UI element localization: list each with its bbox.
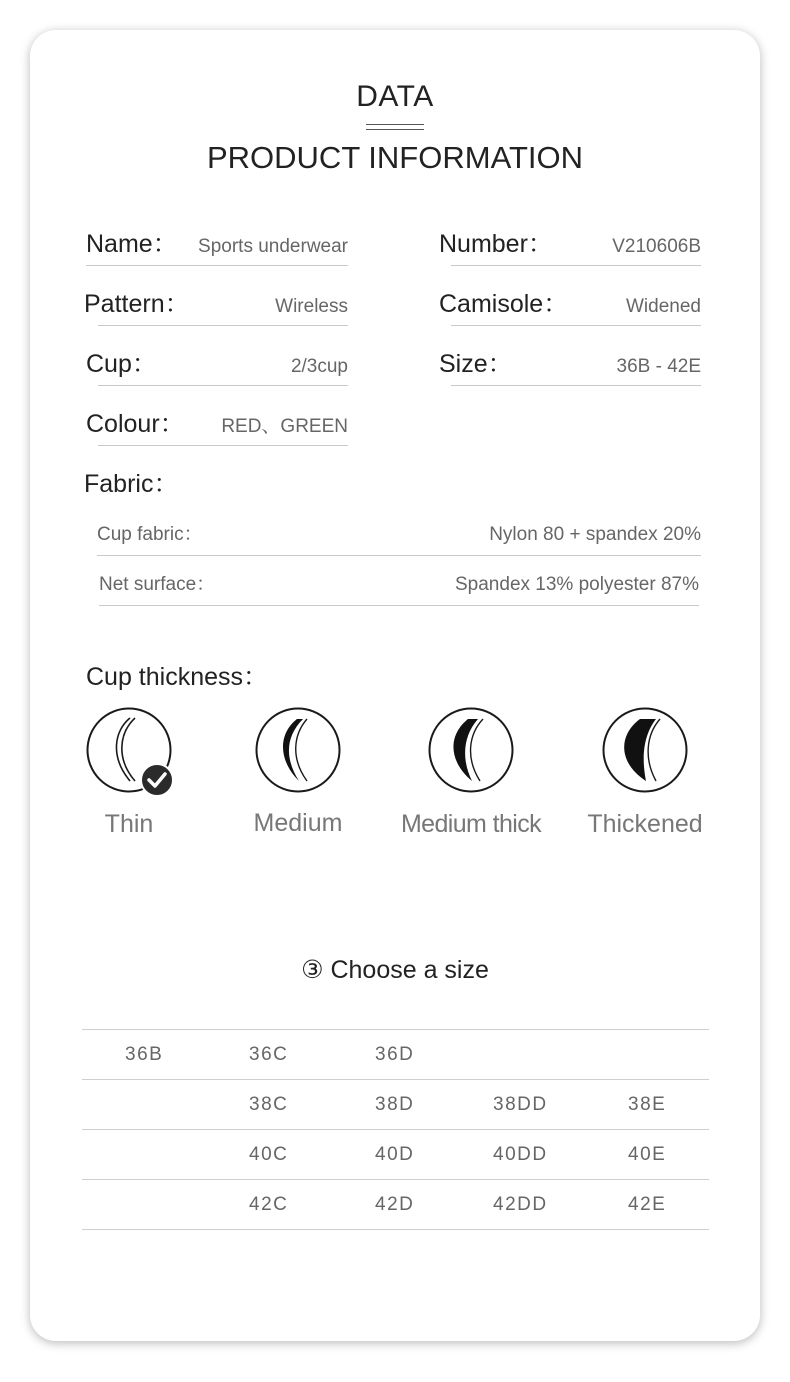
fabric-row <box>99 566 699 606</box>
thickened-cup-option[interactable] <box>602 707 688 793</box>
section-subtitle: PRODUCT INFORMATION <box>206 140 583 175</box>
cup-thickness-label: Cup thickness： <box>86 663 269 691</box>
spec-number-label: Number： <box>439 230 553 258</box>
divider <box>98 385 348 386</box>
size-cell[interactable]: 40D <box>375 1144 415 1165</box>
divider <box>451 385 701 386</box>
fabric-value: Spandex 13% polyester 87% <box>455 574 699 595</box>
spec-camisole <box>439 286 701 326</box>
fabric-row <box>97 516 701 556</box>
size-cell[interactable]: 40E <box>628 1144 667 1165</box>
cup-option-label: Thin <box>104 810 154 838</box>
divider <box>86 265 348 266</box>
spec-camisole-label: Camisole： <box>439 290 569 318</box>
fabric-value: Nylon 80 + spandex 20% <box>489 524 701 545</box>
size-cell[interactable]: 38D <box>375 1094 415 1115</box>
spec-cup-label: Cup： <box>86 350 157 378</box>
table-row <box>82 1079 709 1129</box>
size-cell[interactable]: 40C <box>249 1144 289 1165</box>
divider <box>98 325 348 326</box>
section-title: DATA <box>356 80 434 113</box>
size-cell[interactable]: 38C <box>249 1094 289 1115</box>
spec-cup <box>86 346 348 386</box>
spec-number-value: V210606B <box>612 236 701 257</box>
size-cell[interactable]: 42DD <box>493 1194 548 1215</box>
table-row <box>82 1029 709 1079</box>
spec-colour-label: Colour： <box>86 410 185 438</box>
size-cell[interactable]: 42E <box>628 1194 667 1215</box>
medium-thick-cup-option[interactable] <box>428 707 514 793</box>
divider <box>97 555 701 556</box>
spec-colour <box>86 406 348 446</box>
size-cell[interactable]: 42C <box>249 1194 289 1215</box>
spec-name-label: Name： <box>86 230 178 258</box>
size-cell[interactable]: 36D <box>375 1044 415 1065</box>
divider <box>451 265 701 266</box>
title-divider <box>366 124 424 130</box>
spec-pattern <box>84 286 348 326</box>
table-row <box>82 1179 709 1230</box>
size-cell[interactable]: 36C <box>249 1044 289 1065</box>
spec-name <box>86 226 348 266</box>
choose-size-heading: ③ Choose a size <box>301 956 489 984</box>
size-cell[interactable]: 38DD <box>493 1094 548 1115</box>
cup-option-label: Medium thick <box>400 810 542 838</box>
spec-pattern-label: Pattern： <box>84 290 190 318</box>
divider <box>451 325 701 326</box>
medium-cup-option[interactable] <box>255 707 341 793</box>
spec-number <box>439 226 701 266</box>
spec-cup-value: 2/3cup <box>290 356 348 377</box>
medium-thick-cup-icon <box>428 707 514 793</box>
spec-size <box>439 346 701 386</box>
selected-check-icon <box>140 763 174 797</box>
thickened-cup-icon <box>602 707 688 793</box>
medium-cup-icon <box>255 707 341 793</box>
spec-name-value: Sports underwear <box>198 236 348 257</box>
size-cell[interactable]: 40DD <box>493 1144 548 1165</box>
fabric-key: Net surface： <box>99 574 216 595</box>
cup-option-label: Medium <box>253 809 343 837</box>
size-table <box>82 1029 709 1230</box>
spec-size-label: Size： <box>439 350 513 378</box>
cup-option-label: Thickened <box>587 810 703 838</box>
spec-pattern-value: Wireless <box>275 296 348 317</box>
fabric-label: Fabric： <box>84 470 179 498</box>
size-cell[interactable]: 42D <box>375 1194 415 1215</box>
divider <box>99 605 699 606</box>
spec-colour-value: RED、GREEN <box>221 416 348 437</box>
divider <box>98 445 348 446</box>
fabric-key: Cup fabric： <box>97 524 203 545</box>
size-cell[interactable]: 38E <box>628 1094 667 1115</box>
spec-camisole-value: Widened <box>626 296 701 317</box>
size-cell[interactable]: 36B <box>125 1044 164 1065</box>
spec-size-value: 36B - 42E <box>616 356 701 377</box>
table-row <box>82 1129 709 1179</box>
